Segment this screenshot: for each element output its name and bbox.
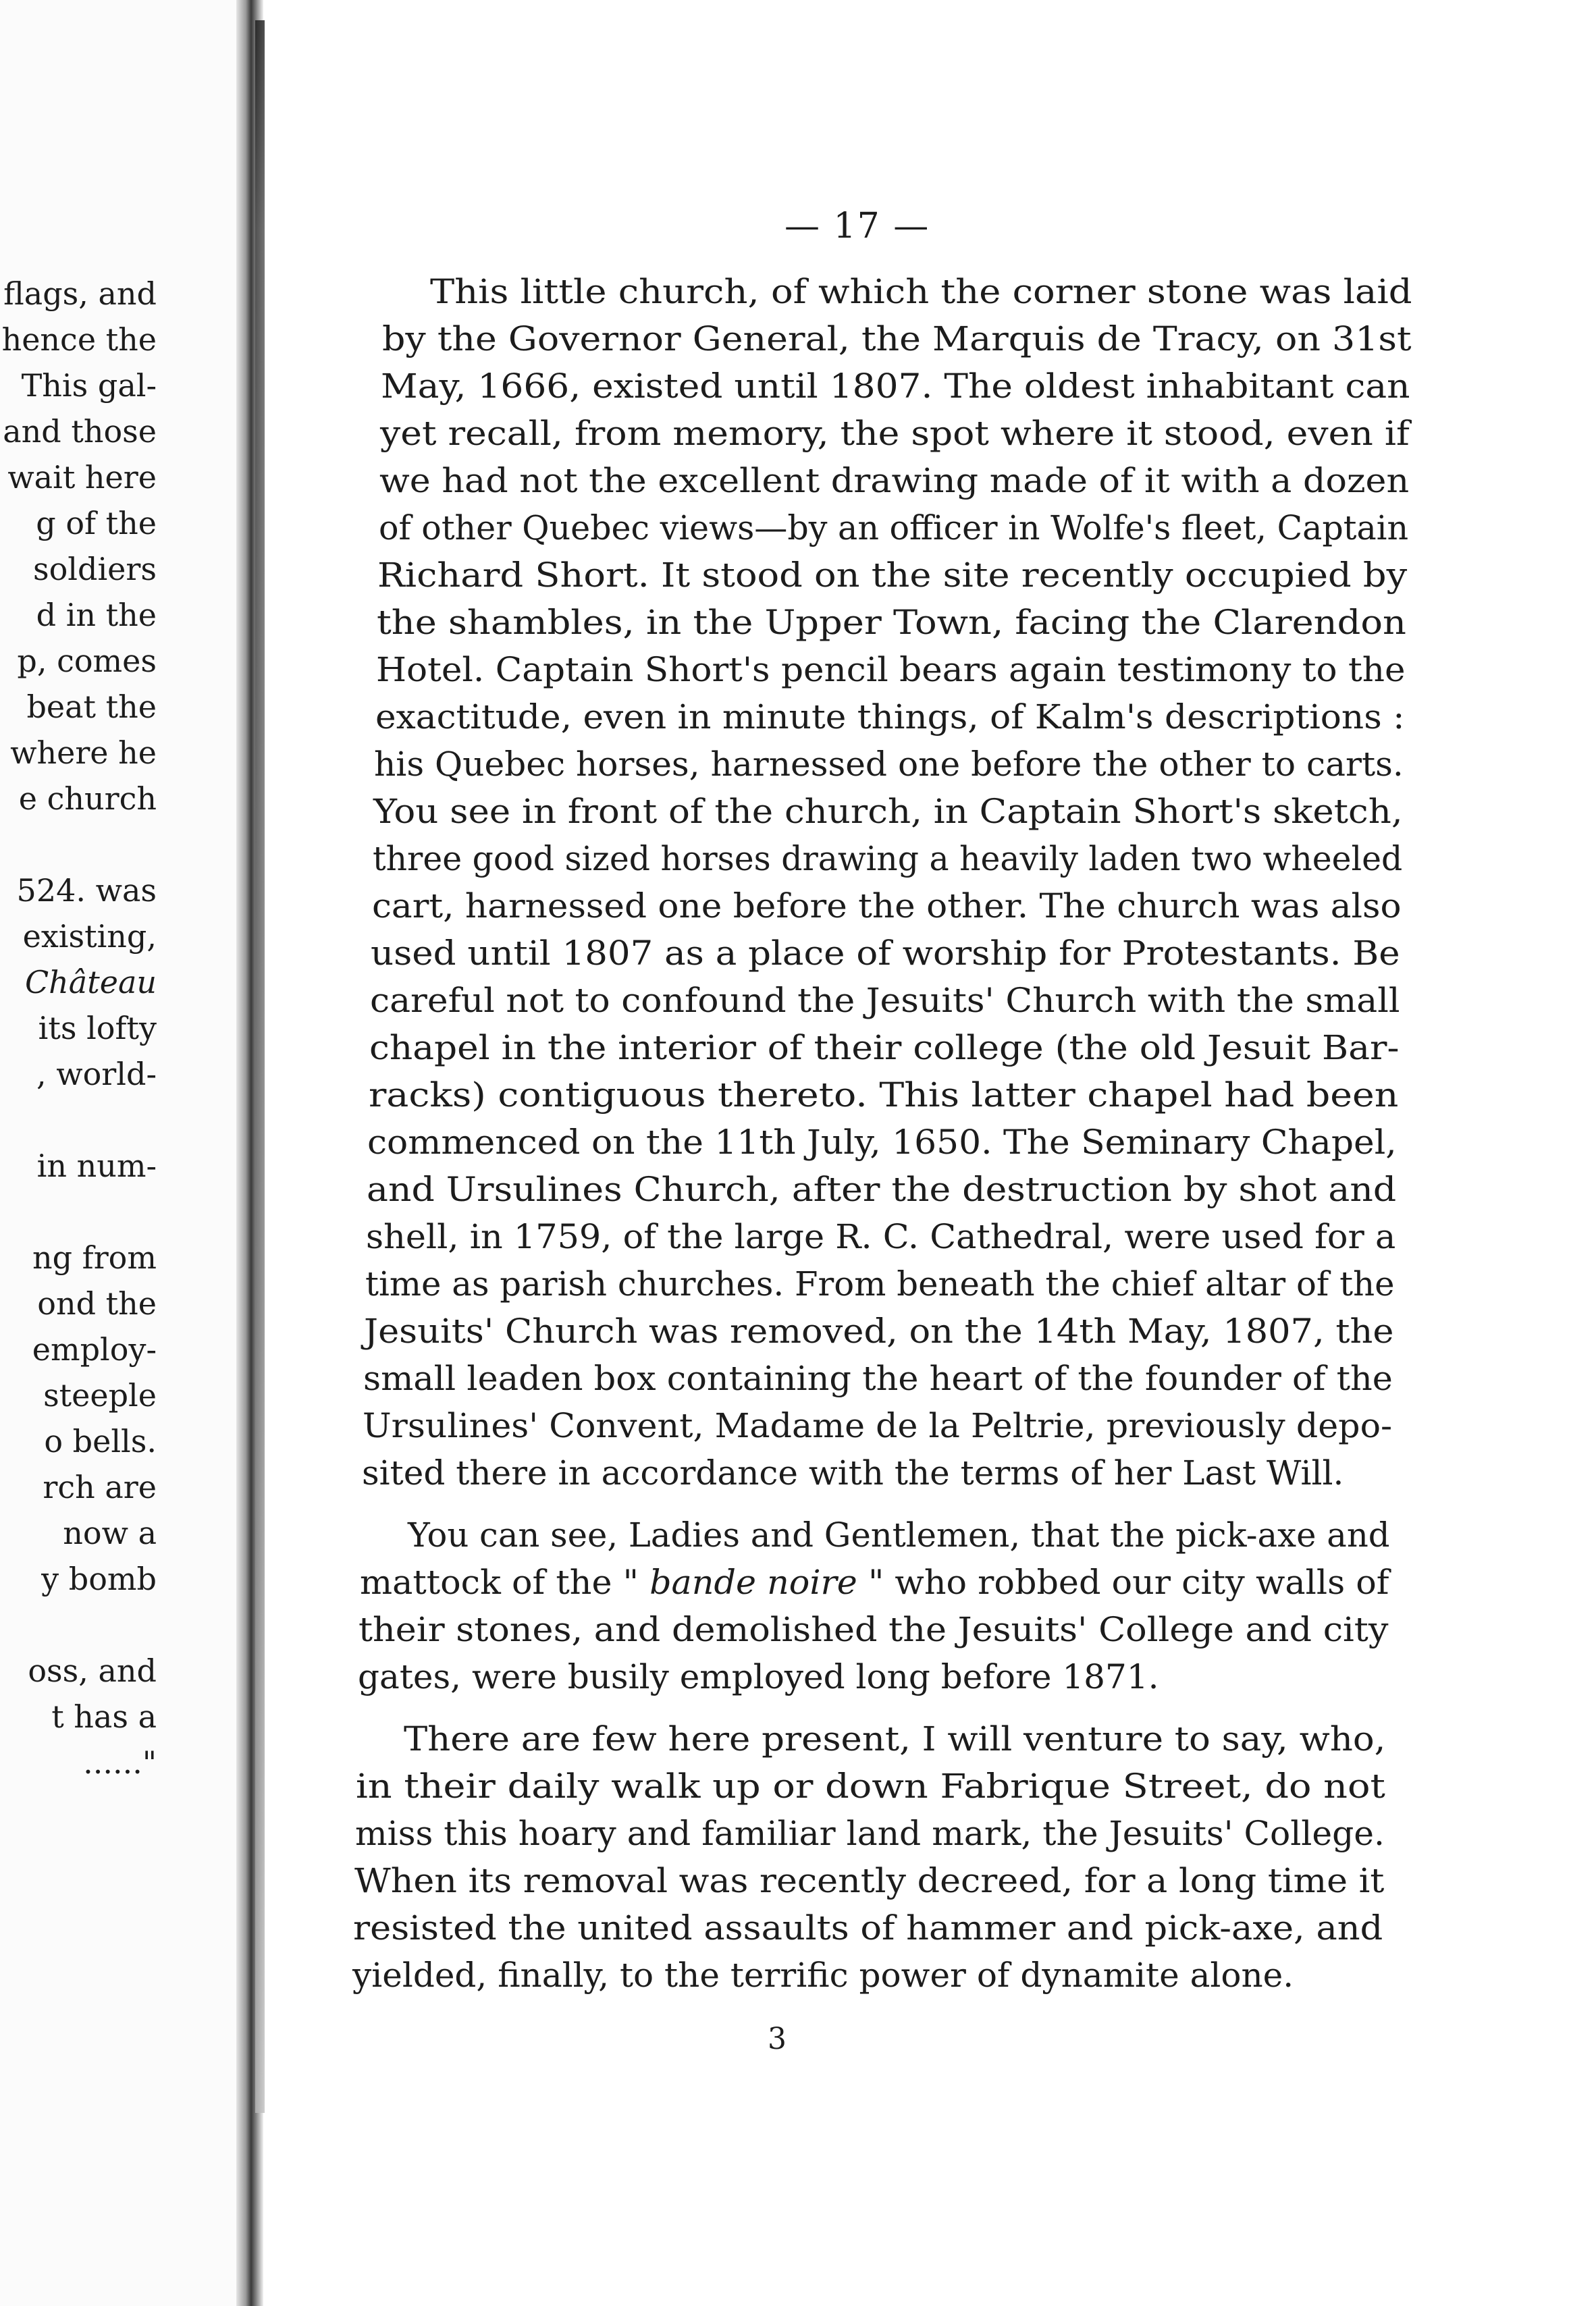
text-line: careful not to confound the Jesuits' Church with the small (370, 981, 1400, 1020)
text-line: we had not the excellent drawing made of it with a dozen (379, 461, 1410, 500)
left-page-line: oss, and (28, 1653, 157, 1689)
text-line: in their daily walk up or down Fabrique Street, do not (356, 1767, 1385, 1806)
page-margin-right (1438, 0, 1596, 2306)
page-number: — 17 — (784, 206, 930, 246)
left-page-line: soldiers (33, 551, 157, 587)
text-line: sited there in accordance with the terms of her Last Will. (362, 1453, 1344, 1493)
left-page-line: hence the (1, 321, 157, 358)
text-line: commenced on the 11th July, 1650. The Seminary Chapel, (367, 1123, 1397, 1162)
left-page-line: ng from (32, 1239, 157, 1276)
left-page-line: steeple (43, 1377, 157, 1414)
text-line: Ursulines' Convent, Madame de la Peltrie, previously depo- (363, 1406, 1393, 1445)
text-line: yielded, finally, to the terrific power of dynamite alone. (352, 1956, 1294, 1995)
text-line: chapel in the interior of their college (the old Jesuit Bar- (369, 1028, 1400, 1067)
text-line: three good sized horses drawing a heavily laden two wheeled (373, 839, 1403, 878)
text-line: You can see, Ladies and Gentlemen, that the pick-axe and (408, 1516, 1390, 1555)
signature-mark: 3 (768, 2022, 787, 2056)
text-line: Hotel. Captain Short's pencil bears again testimony to the (376, 650, 1406, 689)
text-line: Jesuits' Church was removed, on the 14th May, 1807, the (364, 1312, 1394, 1351)
text-line: gates, were busily employed long before 1871. (358, 1657, 1159, 1696)
left-page-line: t has a (51, 1698, 157, 1735)
text-line: their stones, and demolished the Jesuits' College and city (358, 1610, 1389, 1649)
text-line: racks) contiguous thereto. This latter chapel had been (369, 1075, 1399, 1115)
right-page (265, 0, 1438, 2306)
left-page-line: e church (18, 780, 157, 817)
text-line: cart, harnessed one before the other. The church was also (372, 886, 1402, 926)
left-page-line: now a (63, 1515, 157, 1551)
left-page-line: where he (10, 734, 157, 771)
text-line: This little church, of which the corner stone was laid (430, 272, 1412, 311)
left-page-line: , world- (36, 1056, 157, 1092)
text-line: his Quebec horses, harnessed one before the other to carts. (374, 745, 1404, 784)
text-line: May, 1666, existed until 1807. The oldest inhabitant can (381, 367, 1410, 406)
left-page-line: This gal- (21, 367, 157, 404)
left-page-line: employ- (32, 1331, 157, 1368)
left-page-fragment (0, 0, 243, 2306)
text-line: the shambles, in the Upper Town, facing the Clarendon (377, 603, 1406, 642)
left-page-line: d in the (36, 597, 157, 633)
text-line: time as parish churches. From beneath the chief altar of the (365, 1264, 1395, 1304)
text-line: Richard Short. It stood on the site recently occupied by (377, 556, 1408, 595)
left-page-line: in num- (36, 1148, 157, 1184)
text-line: of other Quebec views—by an officer in Wolfe's fleet, Captain (379, 508, 1409, 547)
left-page-line: y bomb (41, 1561, 157, 1597)
left-page-line: ......" (83, 1744, 157, 1781)
text-line: used until 1807 as a place of worship for Protestants. Be (371, 934, 1400, 973)
text-line: yet recall, from memory, the spot where it stood, even if (380, 414, 1410, 453)
left-page-line: flags, and (3, 275, 157, 312)
left-page-line: wait here (7, 459, 157, 495)
left-page-line: beat the (26, 689, 157, 725)
text-line: shell, in 1759, of the large R. C. Cathedral, were used for a (366, 1217, 1396, 1256)
text-line: miss this hoary and familiar land mark, the Jesuits' College. (355, 1814, 1385, 1853)
left-page-line: its lofty (38, 1010, 157, 1046)
left-page-line: and those (3, 413, 157, 450)
text-line: resisted the united assaults of hammer and pick-axe, and (353, 1908, 1383, 1948)
left-page-line: 524. was (16, 872, 157, 909)
left-page-line: o bells. (44, 1423, 157, 1459)
text-line: mattock of the " bande noire " who robbed our city walls of (360, 1563, 1389, 1602)
text-line: There are few here present, I will venture to say, who, (404, 1719, 1386, 1759)
book-gutter (255, 20, 265, 2113)
left-page-line: ond the (37, 1285, 157, 1322)
text-line: and Ursulines Church, after the destruction by shot and (367, 1170, 1397, 1209)
left-page-line: rch are (43, 1469, 157, 1505)
left-page-line: Château (24, 964, 157, 1000)
text-line: You see in front of the church, in Captain Short's sketch, (373, 792, 1403, 831)
text-line: by the Governor General, the Marquis de Tracy, on 31st (382, 319, 1412, 358)
left-page-line: existing, (22, 918, 157, 955)
text-line: When its removal was recently decreed, for a long time it (354, 1861, 1385, 1900)
left-page-line: g of the (36, 505, 157, 541)
left-page-line: p, comes (17, 643, 157, 679)
text-line: exactitude, even in minute things, of Kalm's descriptions : (375, 697, 1405, 736)
text-line: small leaden box containing the heart of the founder of the (363, 1359, 1393, 1398)
